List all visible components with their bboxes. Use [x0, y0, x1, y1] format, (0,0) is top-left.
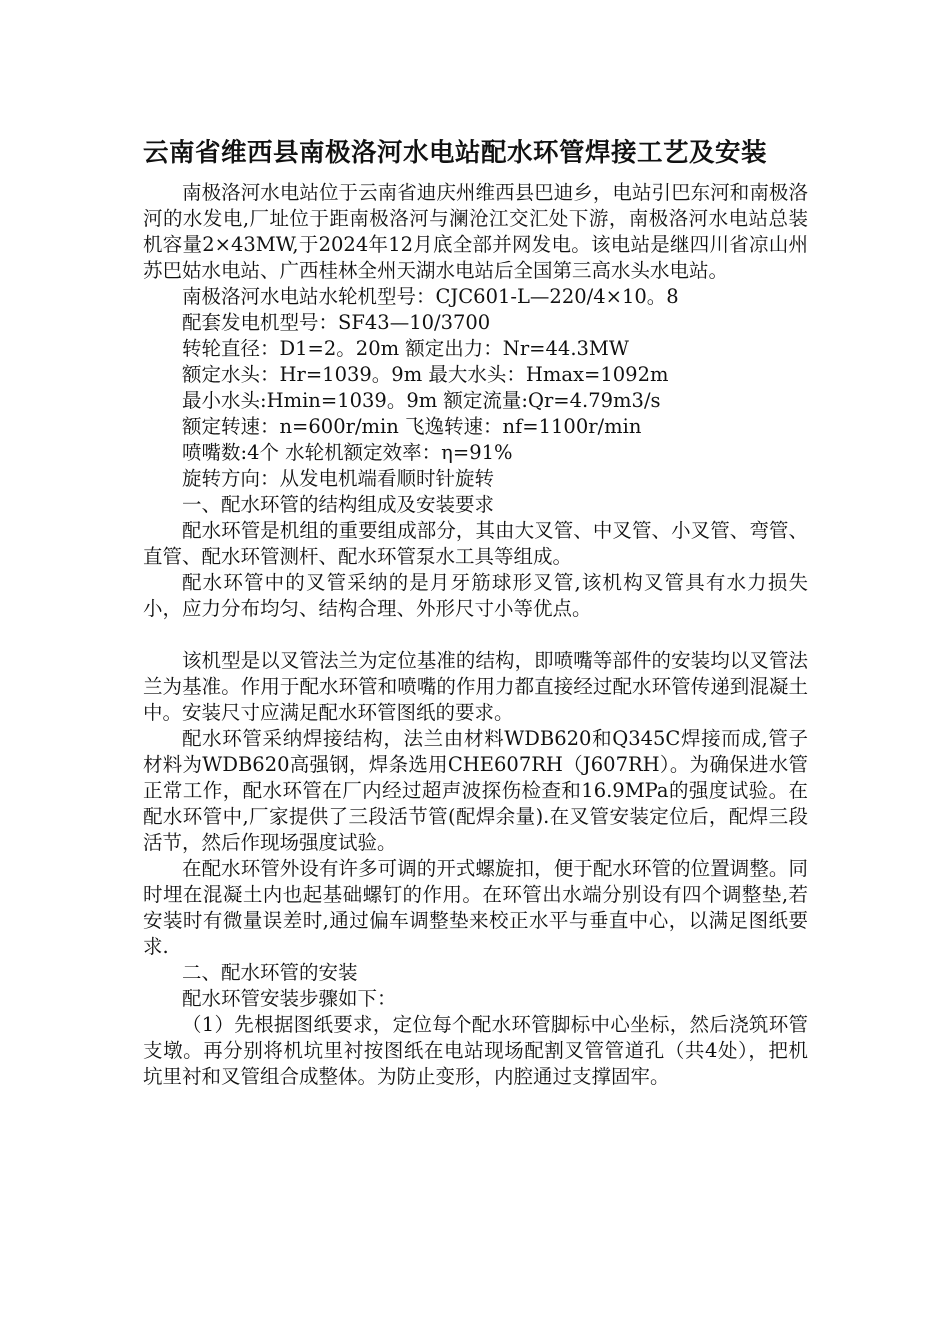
paragraph-branch-pipe: 配水环管中的叉管采纳的是月牙筋球形叉管,该机构叉管具有水力损失小，应力分布均匀、结构合理、外形尺寸小等优点。 [143, 571, 808, 620]
document-page [143, 130, 808, 1090]
paragraph-composition: 配水环管是机组的重要组成部分，其由大叉管、中叉管、小叉管、弯管、直管、配水环管测杆、配水环管泵水工具等组成。 [143, 519, 808, 568]
document-body [143, 180, 808, 1090]
spec-runner-diameter: 转轮直径：D1=2。20m 额定出力：Nr=44.3MW [182, 337, 629, 360]
paragraph-adjustment: 在配水环管外设有许多可调的开式螺旋扣，便于配水环管的位置调整。同时埋在混凝土内也起基础螺钉的作用。在环管出水端分别设有四个调整垫,若安装时有微量误差时,通过偏车调整垫来校正水平与垂直中心，以满足图纸要求. [143, 857, 808, 958]
spec-rated-head: 额定水头：Hr=1039。9m 最大水头：Hmax=1092m [182, 363, 669, 386]
spec-turbine-model: 南极洛河水电站水轮机型号：CJC601-L—220/4×10。8 [182, 285, 679, 308]
paragraph-steps-intro: 配水环管安装步骤如下： [182, 987, 397, 1010]
spec-min-head: 最小水头:Hmin=1039。9m 额定流量:Qr=4.79m3/s [182, 389, 661, 412]
section-heading-2: 二、配水环管的安装 [182, 961, 358, 984]
paragraph-intro: 南极洛河水电站位于云南省迪庆州维西县巴迪乡，电站引巴东河和南极洛河的水发电,厂址位于距南极洛河与澜沧江交汇处下游，南极洛河水电站总装机容量2×43MW,于2024年12月底全部并网发电。该电站是继四川省凉山州苏巴姑水电站、广西桂林全州天湖水电站后全国第三高水头水电站。 [143, 181, 808, 282]
spec-generator-model: 配套发电机型号：SF43—10/3700 [182, 311, 491, 334]
section-heading-1: 一、配水环管的结构组成及安装要求 [182, 493, 495, 516]
paragraph-flange-reference: 该机型是以叉管法兰为定位基准的结构，即喷嘴等部件的安装均以叉管法兰为基准。作用于配水环管和喷嘴的作用力都直接经过配水环管传递到混凝土中。安装尺寸应满足配水环管图纸的要求。 [143, 649, 808, 724]
paragraph-welding: 配水环管采纳焊接结构，法兰由材料WDB620和Q345C焊接而成,管子材料为WDB620高强钢，焊条选用CHE607RH（J607RH）。为确保进水管正常工作，配水环管在厂内经过超声波探伤检查和16.9MPa的强度试验。在配水环管中,厂家提供了三段活节管(配焊余量).在叉管安装定位后，配焊三段活节，然后作现场强度试验。 [143, 727, 808, 854]
spec-nozzle-count: 喷嘴数:4个 水轮机额定效率：η=91% [182, 441, 513, 464]
paragraph-step-1: （1）先根据图纸要求，定位每个配水环管脚标中心坐标，然后浇筑环管支墩。再分别将机坑里衬按图纸在电站现场配割叉管管道孔（共4处），把机坑里衬和叉管组合成整体。为防止变形，内腔通过支撑固牢。 [143, 1013, 808, 1088]
spec-rotation-direction: 旋转方向：从发电机端看顺时针旋转 [182, 467, 495, 490]
spec-rated-speed: 额定转速：n=600r/min 飞逸转速：nf=1100r/min [182, 415, 642, 438]
document-title: 云南省维西县南极洛河水电站配水环管焊接工艺及安装 [143, 138, 768, 168]
